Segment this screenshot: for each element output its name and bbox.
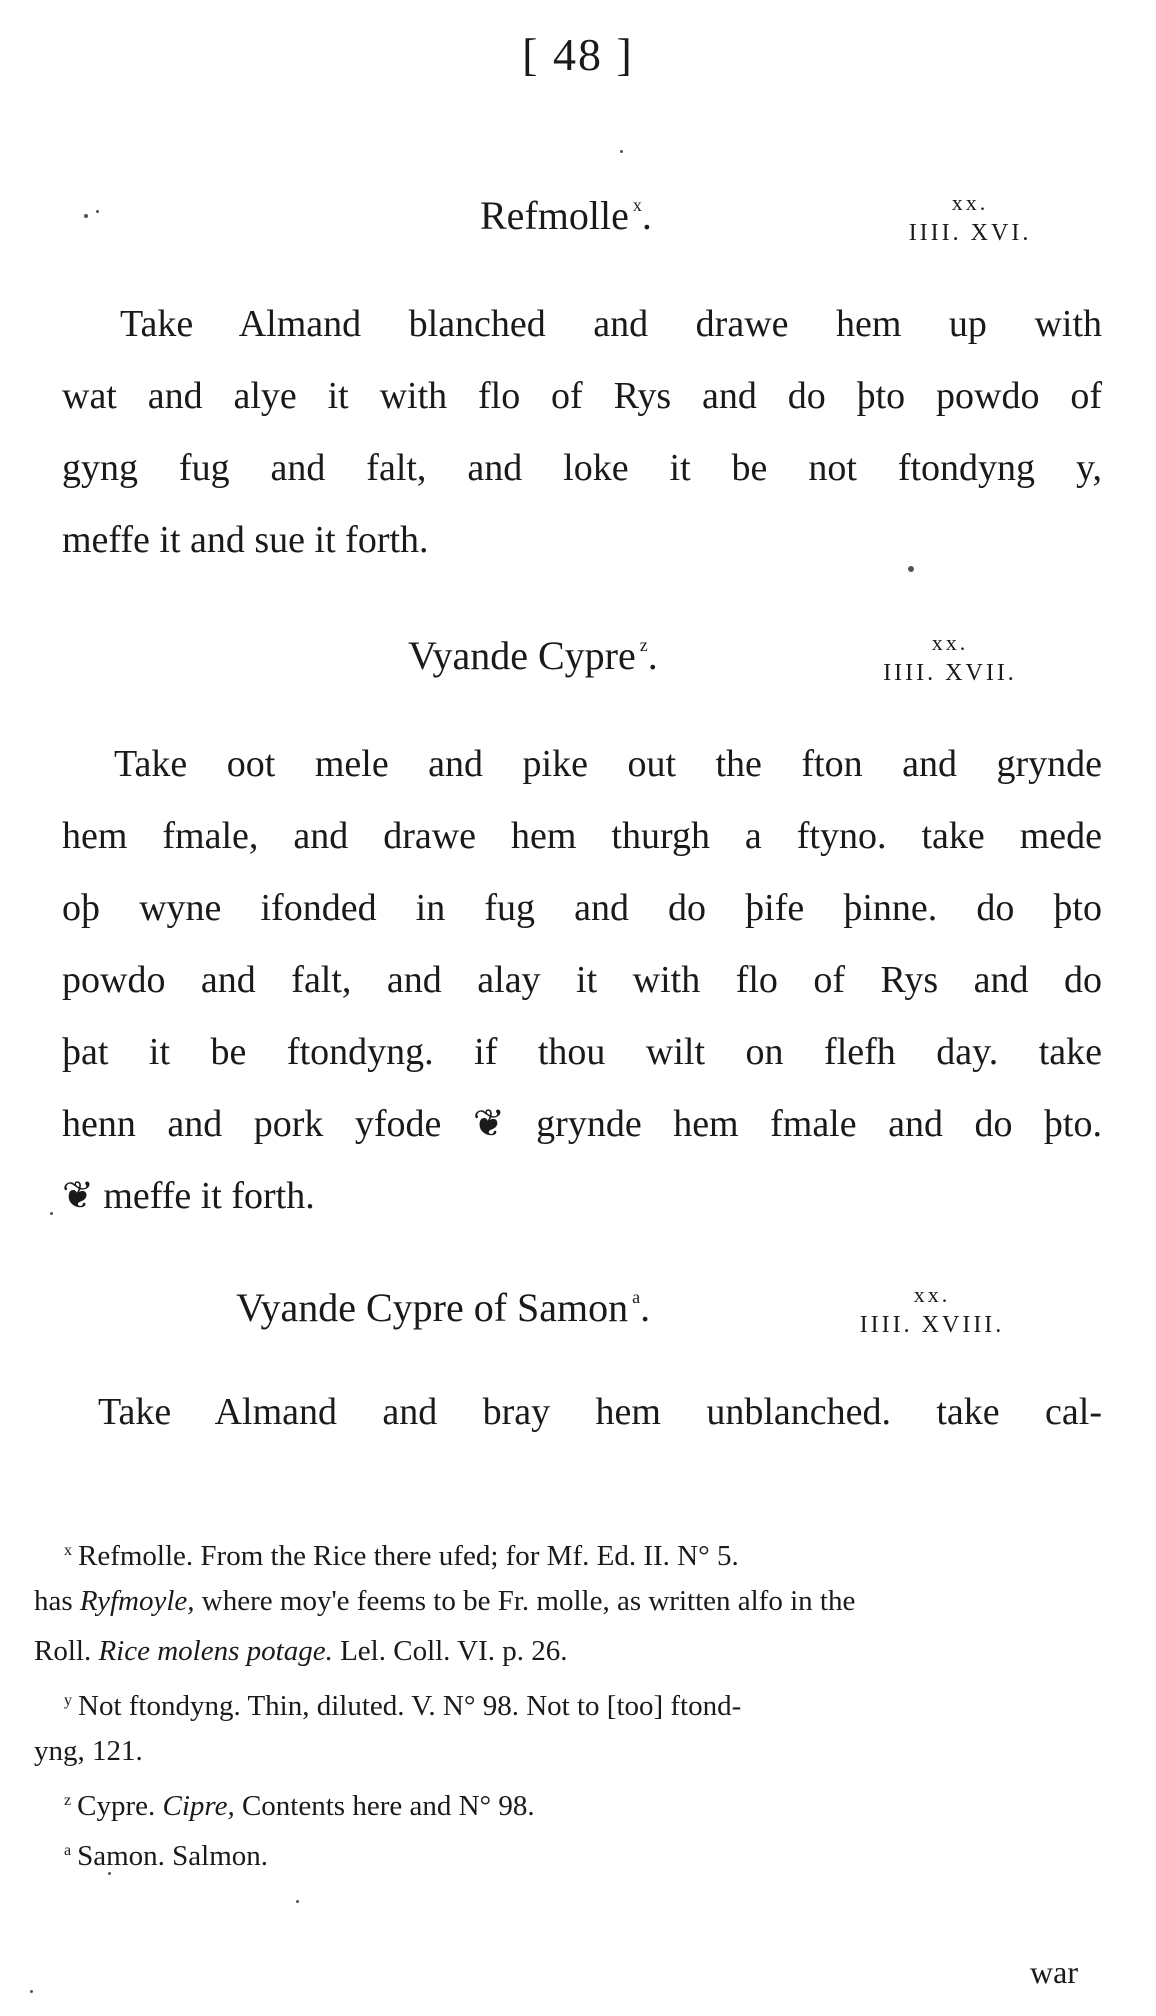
footnote-mark: a	[64, 1842, 72, 1859]
footnote-mark: x	[632, 195, 642, 215]
footnote-text: Samon. Salmon.	[77, 1840, 269, 1872]
footnotes	[34, 1526, 1114, 1876]
text-line: ❦ meffe it forth.	[62, 1175, 315, 1217]
recipe-body-vyande-cypre-of-samon	[62, 1376, 1102, 1448]
recipe-number-bottom: IIII. XVII.	[883, 660, 1017, 686]
recipe-body-refmolle	[62, 288, 1102, 576]
footnote-text: Contents here and N° 98.	[234, 1790, 535, 1822]
footnote-text: yng, 121.	[34, 1735, 143, 1767]
text-line: þat it be ftondyng. if thou wilt on flefh day. take	[62, 1031, 1102, 1073]
footnote-mark: y	[64, 1692, 72, 1709]
footnote-italic: Rice molens potage.	[98, 1635, 333, 1667]
text-line: henn and pork yfode ❦ grynde hem fmale and do þto.	[62, 1103, 1102, 1145]
recipe-number-xvii	[840, 628, 1060, 688]
footnote-italic: Cipre,	[162, 1790, 235, 1822]
page-number: [ 48 ]	[522, 29, 634, 80]
footnote	[34, 1626, 1114, 1676]
catchword: war	[1030, 1954, 1078, 1990]
recipe-number-xvi	[860, 188, 1080, 248]
footnote-mark: x	[64, 1542, 72, 1559]
text-line: gyng fug and falt, and loke it be not ftondyng y,	[62, 447, 1102, 489]
scan-speck	[108, 1872, 111, 1875]
recipe-number-top: xx.	[951, 190, 989, 215]
footnote-text: Not ftondyng. Thin, diluted. V. N° 98. Not to [too] ftond-	[78, 1690, 742, 1722]
recipe-number-top: xx.	[931, 630, 969, 655]
scan-speck	[96, 210, 99, 213]
recipe-number-bottom: IIII. XVI.	[908, 220, 1032, 246]
scan-speck	[50, 1212, 53, 1215]
recipe-number-bottom: IIII. XVIII.	[859, 1312, 1005, 1338]
recipe-title-text: Vyande Cypre of Samon	[236, 1285, 629, 1330]
footnote-mark: z	[64, 1792, 72, 1809]
text-line: hem fmale, and drawe hem thurgh a ftyno. take mede	[62, 815, 1102, 857]
text-line: meffe it and sue it forth.	[62, 519, 429, 561]
scan-speck	[620, 150, 623, 153]
footnote	[34, 1826, 1114, 1876]
scan-speck	[30, 1990, 33, 1993]
recipe-title-text: Refmolle	[480, 193, 629, 238]
recipe-title-text: Vyande Cypre	[408, 633, 636, 678]
footnote	[34, 1576, 1114, 1626]
footnote-italic: Ryfmoyle,	[79, 1585, 195, 1617]
footnote-text: Refmolle. From the Rice there ufed; for Mf. Ed. II. N° 5.	[78, 1540, 739, 1572]
recipe-title-refmolle: Refmolle $^x$.	[480, 193, 652, 238]
recipe-number-top: xx.	[913, 1282, 951, 1307]
footnote-text: where moy'e feems to be Fr. molle, as written alfo in the	[194, 1585, 856, 1617]
text-line: Take Almand blanched and drawe hem up with	[120, 303, 1102, 345]
footnote-text: Lel. Coll. VI. p. 26.	[332, 1635, 568, 1667]
footnote-text: Cypre.	[77, 1790, 163, 1822]
scan-speck	[84, 214, 88, 218]
recipe-body-vyande-cypre	[62, 728, 1102, 1232]
footnote	[34, 1726, 1114, 1776]
text-line: powdo and falt, and alay it with flo of Rys and do	[62, 959, 1102, 1001]
recipe-title-vyande-cypre-of-samon: Vyande Cypre of Samon $^a$.	[236, 1285, 651, 1330]
text-line: oþ wyne ifonded in fug and do þife þinne. do þto	[62, 887, 1102, 929]
scan-speck	[908, 566, 914, 572]
text-line: wat and alye it with flo of Rys and do þto powdo of	[62, 375, 1102, 417]
recipe-number-xviii	[822, 1280, 1042, 1340]
footnote	[34, 1776, 1114, 1826]
footnote	[34, 1676, 1114, 1726]
footnote-text: has	[34, 1585, 80, 1617]
footnote-mark: z	[639, 635, 648, 655]
footnote-mark: a	[632, 1287, 641, 1307]
footnote-text: Roll.	[34, 1635, 99, 1667]
recipe-title-vyande-cypre: Vyande Cypre $^z$.	[408, 633, 658, 678]
scan-speck	[296, 1900, 299, 1903]
text-line: Take Almand and bray hem unblanched. take cal-	[98, 1391, 1102, 1433]
text-line: Take oot mele and pike out the fton and grynde	[114, 743, 1102, 785]
footnote	[34, 1526, 1114, 1576]
